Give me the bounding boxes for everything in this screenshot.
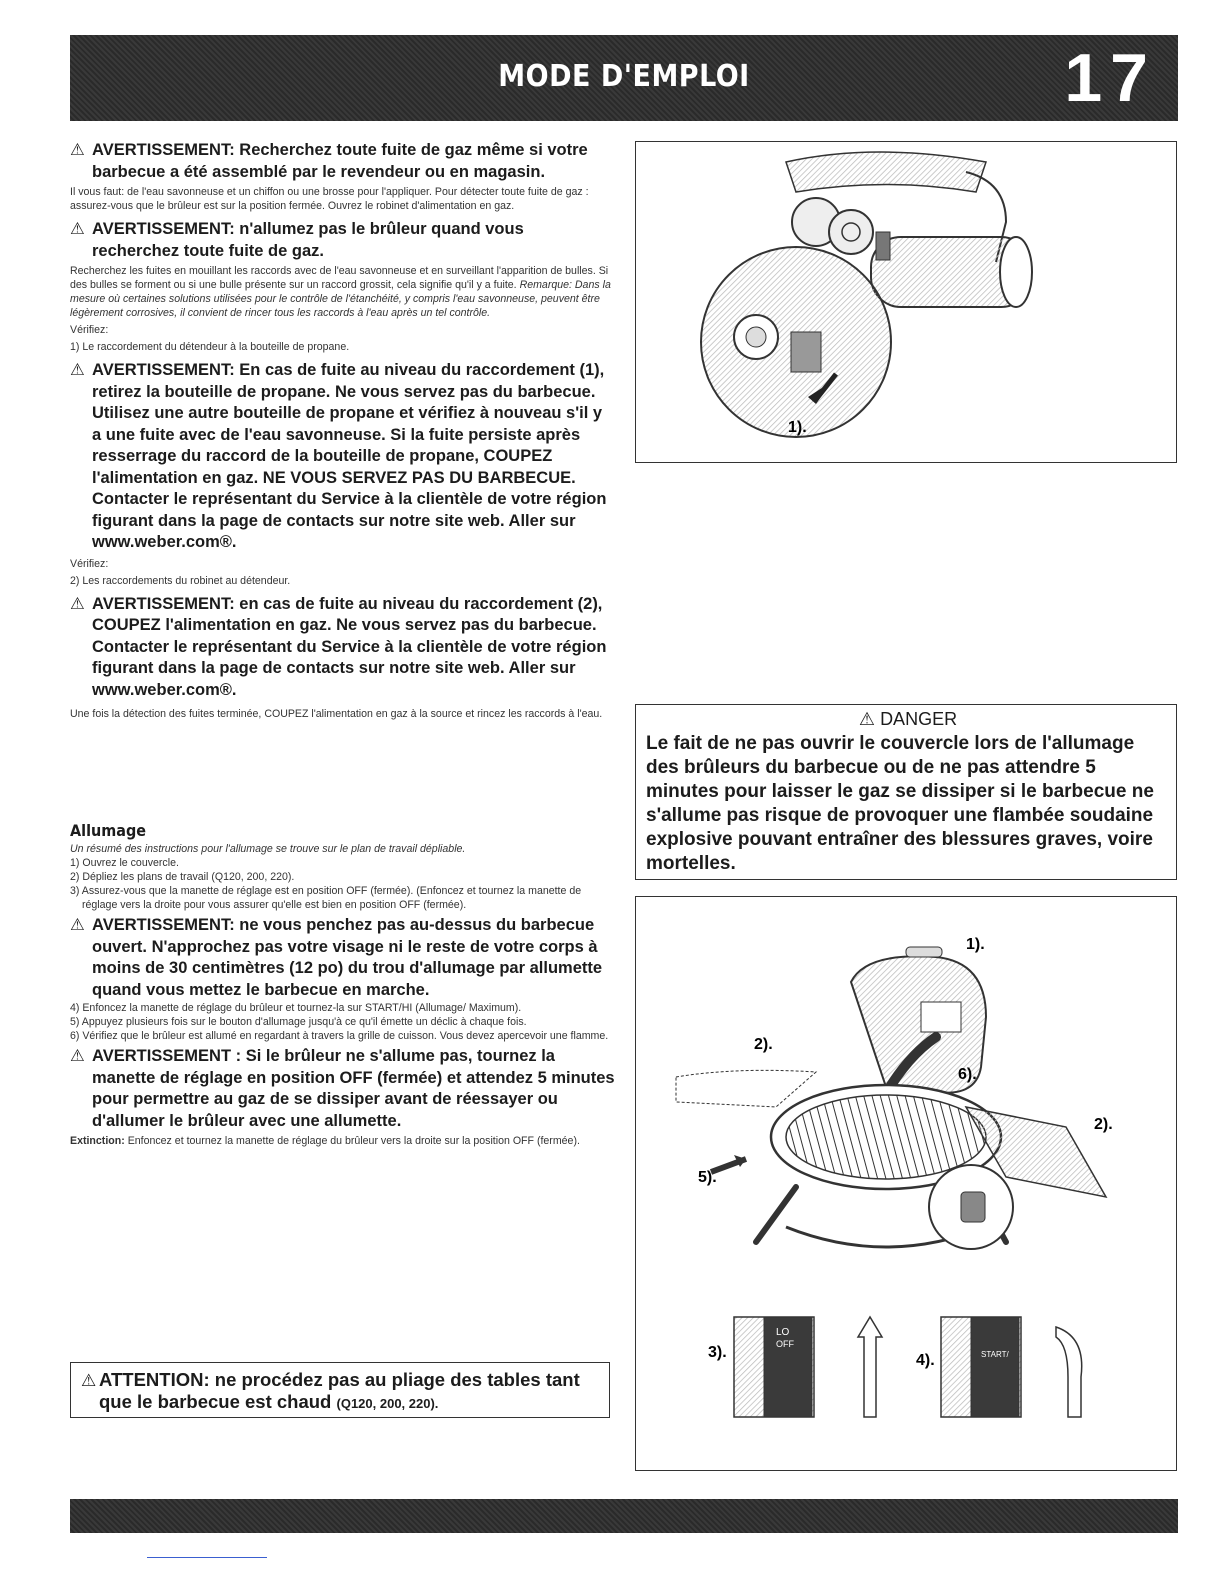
footer-bar bbox=[70, 1499, 1178, 1533]
warning-3 bbox=[70, 360, 615, 554]
danger-title-text: DANGER bbox=[880, 709, 958, 729]
steps-list-b bbox=[70, 1001, 615, 1043]
list-item: 2) Dépliez les plans de travail (Q120, 200, 220). bbox=[70, 871, 295, 883]
warning-triangle-icon: ⚠ bbox=[70, 361, 85, 379]
extinction-text: Enfoncez et tournez la manette de réglage du brûleur vers la droite sur la position OFF (fermée). bbox=[127, 1135, 580, 1147]
list-item: 3) Assurez-vous que la manette de réglage est en position OFF (fermée). (Enfoncez et tournez la manette de réglage vers la droite pour vous assurer qu'elle est bien en position OFF (fermée). bbox=[70, 885, 582, 911]
warning-6 bbox=[70, 1046, 615, 1132]
steps-list-a bbox=[70, 856, 615, 912]
figure-label: 5). bbox=[698, 1169, 717, 1186]
figure-label: 4). bbox=[916, 1352, 935, 1369]
warning-3-text: AVERTISSEMENT: En cas de fuite au niveau du raccordement (1), retirez la bouteille de propane. Ne vous servez pas du barbecue. Utilisez une autre bouteille de propane et vérifiez à nouveau s'il y a une fuite avec de l'eau savonneuse. Si la fuite persiste après resserrage du raccord de la bouteille de propane, COUPEZ l'alimentation en gaz. NE VOUS SERVEZ PAS DU BARBECUE. Contacter le représentant du Service à la clientèle de votre région figurant dans la page de contacts sur notre site web. Aller sur www.weber.com®. bbox=[92, 361, 607, 551]
warning-4 bbox=[70, 594, 615, 702]
danger-title bbox=[646, 709, 1170, 730]
check-item-1: 1) Le raccordement du détendeur à la bouteille de propane. bbox=[70, 341, 350, 353]
allumage-intro bbox=[70, 842, 615, 856]
grill-lighting-illustration bbox=[636, 897, 1176, 1470]
list-item: 1) Ouvrez le couvercle. bbox=[70, 857, 179, 869]
verify-label-2: Vérifiez: bbox=[70, 557, 109, 570]
knob-label: OFF bbox=[776, 1339, 794, 1349]
figure-leak-check bbox=[635, 141, 1177, 463]
allumage-intro-text: Un résumé des instructions pour l'allumage se trouve sur le plan de travail dépliable. bbox=[70, 843, 466, 855]
extinction bbox=[70, 1134, 615, 1148]
section-title-allumage: Allumage bbox=[70, 821, 147, 840]
figure-label: 1). bbox=[788, 419, 807, 436]
warning-2-body-text: Recherchez les fuites en mouillant les raccords avec de l'eau savonneuse et en surveillant l'apparition de bulles. Si des bulles se forment ou si une bulle présente sur un raccord grossit, cela signifie qu'il y a fuite. bbox=[70, 265, 609, 291]
warning-5 bbox=[70, 915, 615, 1001]
warning-triangle-icon: ⚠ bbox=[70, 916, 85, 934]
warning-2-text: AVERTISSEMENT: n'allumez pas le brûleur quand vous recherchez toute fuite de gaz. bbox=[92, 220, 524, 260]
check-item-2: 2) Les raccordements du robinet au détendeur. bbox=[70, 574, 291, 587]
page-number: 17 bbox=[1064, 40, 1156, 116]
attention-text: ATTENTION: ne procédez pas au pliage des tables tant que le barbecue est chaud bbox=[99, 1369, 580, 1412]
warning-2 bbox=[70, 219, 615, 262]
figure-label: 3). bbox=[708, 1344, 727, 1361]
figure-label: 2). bbox=[1094, 1116, 1113, 1133]
warning-triangle-icon: ⚠ bbox=[81, 1371, 97, 1390]
warning-2-note: Remarque: Dans la mesure où certaines solutions utilisées pour le contrôle de l'étanchéité, y compris l'eau savonneuse, peuvent être légèrement corrosives, il convient de rincer tous les raccords à l'eau après un tel contrôle. bbox=[70, 279, 611, 319]
figure-label: 6). bbox=[958, 1066, 977, 1083]
divider bbox=[147, 1557, 267, 1558]
attention-box bbox=[70, 1362, 610, 1418]
warning-triangle-icon: ⚠ bbox=[70, 1047, 85, 1065]
warning-triangle-icon: ⚠ bbox=[70, 594, 85, 613]
danger-text: Le fait de ne pas ouvrir le couvercle lors de l'allumage des brûleurs du barbecue ou de ne pas attendre 5 minutes pour laisser le gaz se dissiper si le barbecue ne s'allume pas risque de provoquer une flambée soudaine explosive pouvant entraîner des blessures graves, voire mortelles. bbox=[646, 733, 1154, 874]
extinction-label: Extinction: bbox=[70, 1135, 125, 1147]
grill-regulator-illustration bbox=[636, 142, 1176, 462]
knob-label: START/ bbox=[981, 1350, 1009, 1359]
verify-label-1: Vérifiez: bbox=[70, 324, 109, 336]
attention-models: (Q120, 200, 220). bbox=[336, 1396, 439, 1411]
warning-5-text: AVERTISSEMENT: ne vous penchez pas au-dessus du barbecue ouvert. N'approchez pas votre visage ni le reste de votre corps à moins de 30 centimètres (12 po) du trou d'allumage par allumette quand vous mettez le barbecue en marche. bbox=[92, 916, 603, 999]
warning-4-body: Une fois la détection des fuites terminée, COUPEZ l'alimentation en gaz à la source et rincez les raccords à l'eau. bbox=[70, 708, 603, 720]
list-item: 4) Enfoncez la manette de réglage du brûleur et tournez-la sur START/HI (Allumage/ Maximum). bbox=[70, 1002, 522, 1014]
knob-label: LO bbox=[776, 1327, 790, 1338]
warning-4-text: AVERTISSEMENT: en cas de fuite au niveau du raccordement (2), COUPEZ l'alimentation en gaz. Ne vous servez pas du barbecue. Contacter le représentant du Service à la clientèle de votre région figurant dans la page de contacts sur notre site web. Aller sur www.weber.com®. bbox=[92, 594, 607, 699]
warning-1-text: AVERTISSEMENT: Recherchez toute fuite de gaz même si votre barbecue a été assemblé par le revendeur ou en magasin. bbox=[92, 141, 588, 181]
figure-lighting bbox=[635, 896, 1177, 1471]
warning-triangle-icon: ⚠ bbox=[70, 141, 85, 159]
warning-1 bbox=[70, 140, 615, 183]
warning-1-body: Il vous faut: de l'eau savonneuse et un chiffon ou une brosse pour l'appliquer. Pour détecter toute fuite de gaz : assurez-vous que le brûleur est sur la position fermée. Ouvrez le robinet d'alimentation en gaz. bbox=[70, 186, 589, 212]
list-item: 5) Appuyez plusieurs fois sur le bouton d'allumage jusqu'à ce qu'il émette un déclic à chaque fois. bbox=[70, 1016, 527, 1028]
warning-2-body bbox=[70, 264, 615, 320]
page-title: MODE D'EMPLOI bbox=[498, 59, 750, 94]
header-bar bbox=[70, 35, 1178, 121]
figure-label: 1). bbox=[966, 936, 985, 953]
figure-label: 2). bbox=[754, 1036, 773, 1053]
warning-triangle-icon: ⚠ bbox=[70, 220, 85, 238]
warning-6-text: AVERTISSEMENT : Si le brûleur ne s'allume pas, tournez la manette de réglage en position OFF (fermée) et attendez 5 minutes pour permettre au gaz de se dissiper avant de réessayer ou d'allumer le brûleur avec une allumette. bbox=[92, 1047, 615, 1130]
list-item: 6) Vérifiez que le brûleur est allumé en regardant à travers la grille de cuisson. Vous devez apercevoir une flamme. bbox=[70, 1030, 609, 1042]
warning-triangle-icon: ⚠ bbox=[858, 709, 876, 729]
left-column bbox=[70, 140, 615, 1148]
danger-box bbox=[635, 704, 1177, 880]
